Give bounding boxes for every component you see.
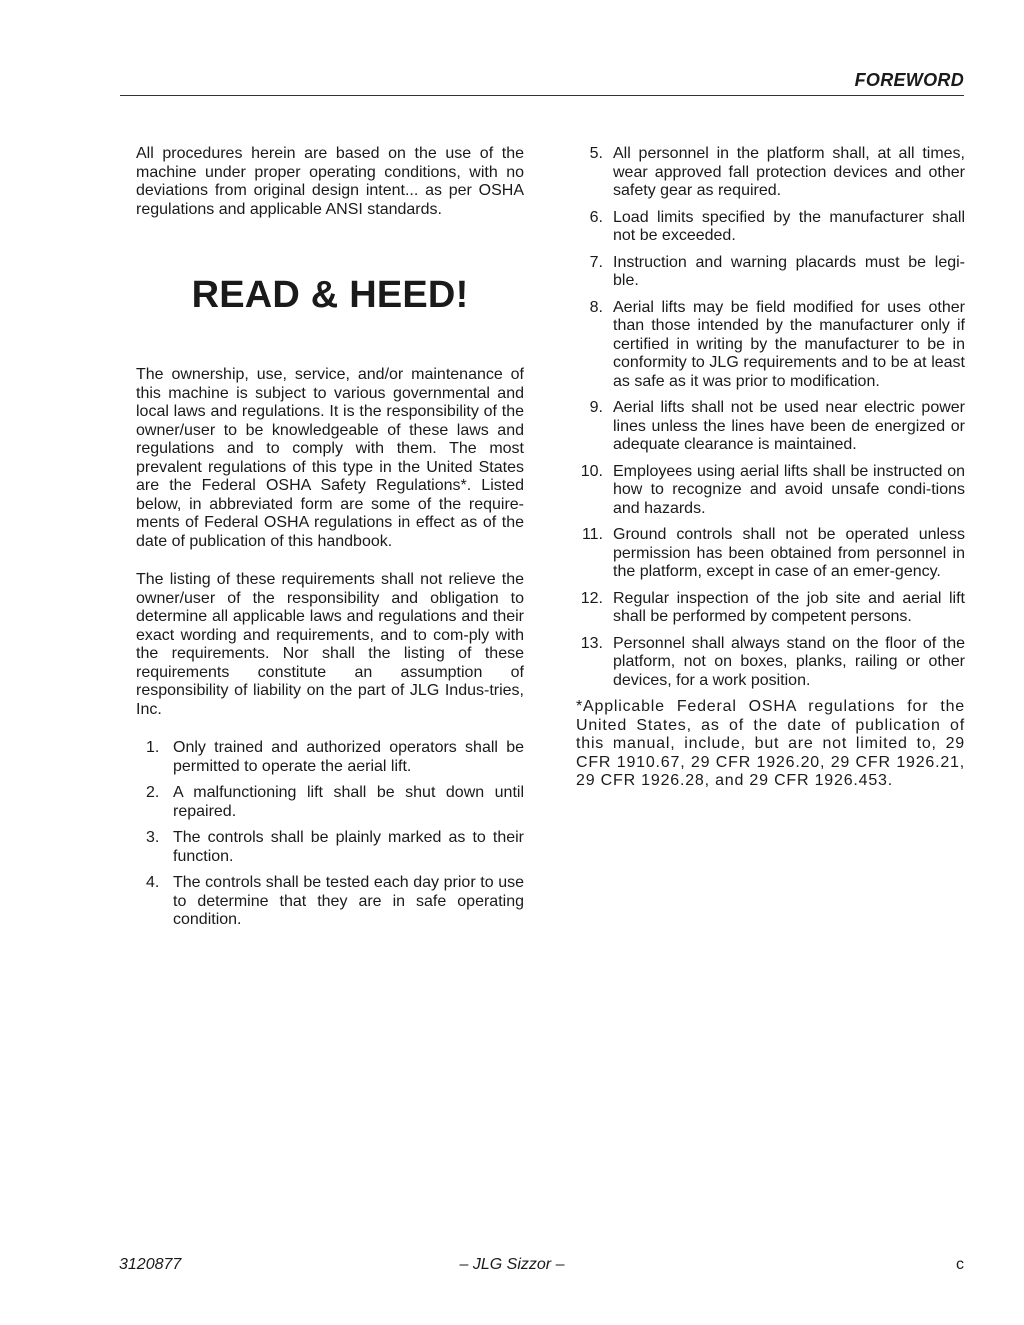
item-text: Aerial lifts shall not be used near electric power lines unless the lines have been de energized or adequate clearance is maintained. [613, 399, 965, 453]
item-text: Employees using aerial lifts shall be instructed on how to recognize and avoid unsafe condi-tions and hazards. [613, 462, 965, 517]
item-text: Load limits specified by the manufacturer shall not be exceeded. [613, 208, 965, 244]
item-text: The controls shall be plainly marked as to their function. [173, 829, 524, 865]
item-number: 6. [589, 208, 603, 226]
ownership-paragraph: The ownership, use, service, and/or maintenance of this machine is subject to various governmental and local laws and regulations. It is the responsibility of the owner/user to be knowledgeable of these laws and regulations and to comply with them. The most prevalent regulations of this type in the United States are the Federal OSHA Safety Regulations*. Listed below, in abbreviated form are some of the require-ments of Federal OSHA regulations in effect as of the date of publication of this handbook. [136, 366, 524, 550]
item-text: Personnel shall always stand on the floor of the platform, not on boxes, planks, railing or other devices, for a work position. [613, 634, 965, 689]
item-number: 2. [146, 784, 160, 801]
list-item [576, 209, 965, 246]
item-text: Instruction and warning placards must be legi-ble. [613, 253, 965, 289]
item-text: Ground controls shall not be operated unless permission has been obtained from personnel in the platform, except in case of an emer-gency. [613, 526, 965, 580]
right-column [576, 145, 965, 811]
item-text: A malfunctioning lift shall be shut down until repaired. [173, 784, 524, 820]
list-item [136, 829, 524, 866]
footer-manual-name: – JLG Sizzor – [459, 1256, 565, 1273]
requirements-list-left [136, 739, 524, 930]
list-item [576, 254, 965, 291]
read-and-heed-headline: READ & HEED! [191, 274, 469, 316]
item-text: The controls shall be tested each day prior to use to determine that they are in safe operating condition. [173, 874, 524, 928]
page-number: c [956, 1256, 964, 1273]
intro-paragraph: All procedures herein are based on the use of the machine under proper operating conditions, with no deviations from original design intent... as per OSHA regulations and applicable ANSI standards. [136, 145, 524, 218]
item-number: 11. [581, 526, 603, 543]
list-item [136, 784, 524, 821]
section-title: FOREWORD [854, 70, 964, 90]
list-item [136, 739, 524, 776]
item-text: Aerial lifts may be field modified for uses other than those intended by the manufacturer only if certified in writing by the manufacturer to be in conformity to JLG requirements and to be at least as safe as it was prior to modification. [613, 298, 965, 390]
list-item [576, 145, 965, 201]
list-item [576, 590, 965, 627]
item-text: Only trained and authorized operators shall be permitted to operate the aerial lift. [173, 739, 524, 775]
item-number: 10. [580, 462, 603, 480]
list-item [136, 874, 524, 930]
left-column [136, 145, 524, 938]
item-number: 9. [589, 399, 603, 416]
item-number: 4. [146, 874, 160, 891]
list-item [576, 399, 965, 455]
item-text: Regular inspection of the job site and aerial lift shall be performed by competent persons. [613, 589, 965, 625]
item-number: 12. [580, 589, 603, 607]
list-item [576, 635, 965, 691]
listing-paragraph: The listing of these requirements shall not relieve the owner/user of the responsibility and obligation to determine all applicable laws and regulations and their exact wording and requirements, and to com-ply with the requirements. Nor shall the listing of these requirements constitute an assumption of responsibility of liability on the part of JLG Indus-tries, Inc. [136, 571, 524, 718]
item-number: 8. [589, 298, 603, 316]
document-number: 3120877 [119, 1256, 182, 1273]
list-item [576, 526, 965, 582]
item-text: All personnel in the platform shall, at all times, wear approved fall protection devices and other safety gear as required. [613, 145, 965, 199]
list-item [576, 463, 965, 519]
item-number: 5. [589, 145, 603, 162]
osha-footnote: *Applicable Federal OSHA regulations for the United States, as of the date of publication of this manual, include, but are not limited to, 29 CFR 1910.67, 29 CFR 1926.20, 29 CFR 1926.21, 29 CFR 1926.28, and 29 CFR 1926.453. [576, 698, 965, 789]
item-number: 3. [146, 829, 160, 846]
item-number: 13. [580, 634, 603, 652]
item-number: 1. [146, 739, 160, 756]
item-number: 7. [589, 253, 603, 271]
header-divider [120, 95, 964, 96]
requirements-list-right [576, 145, 965, 690]
list-item [576, 299, 965, 392]
